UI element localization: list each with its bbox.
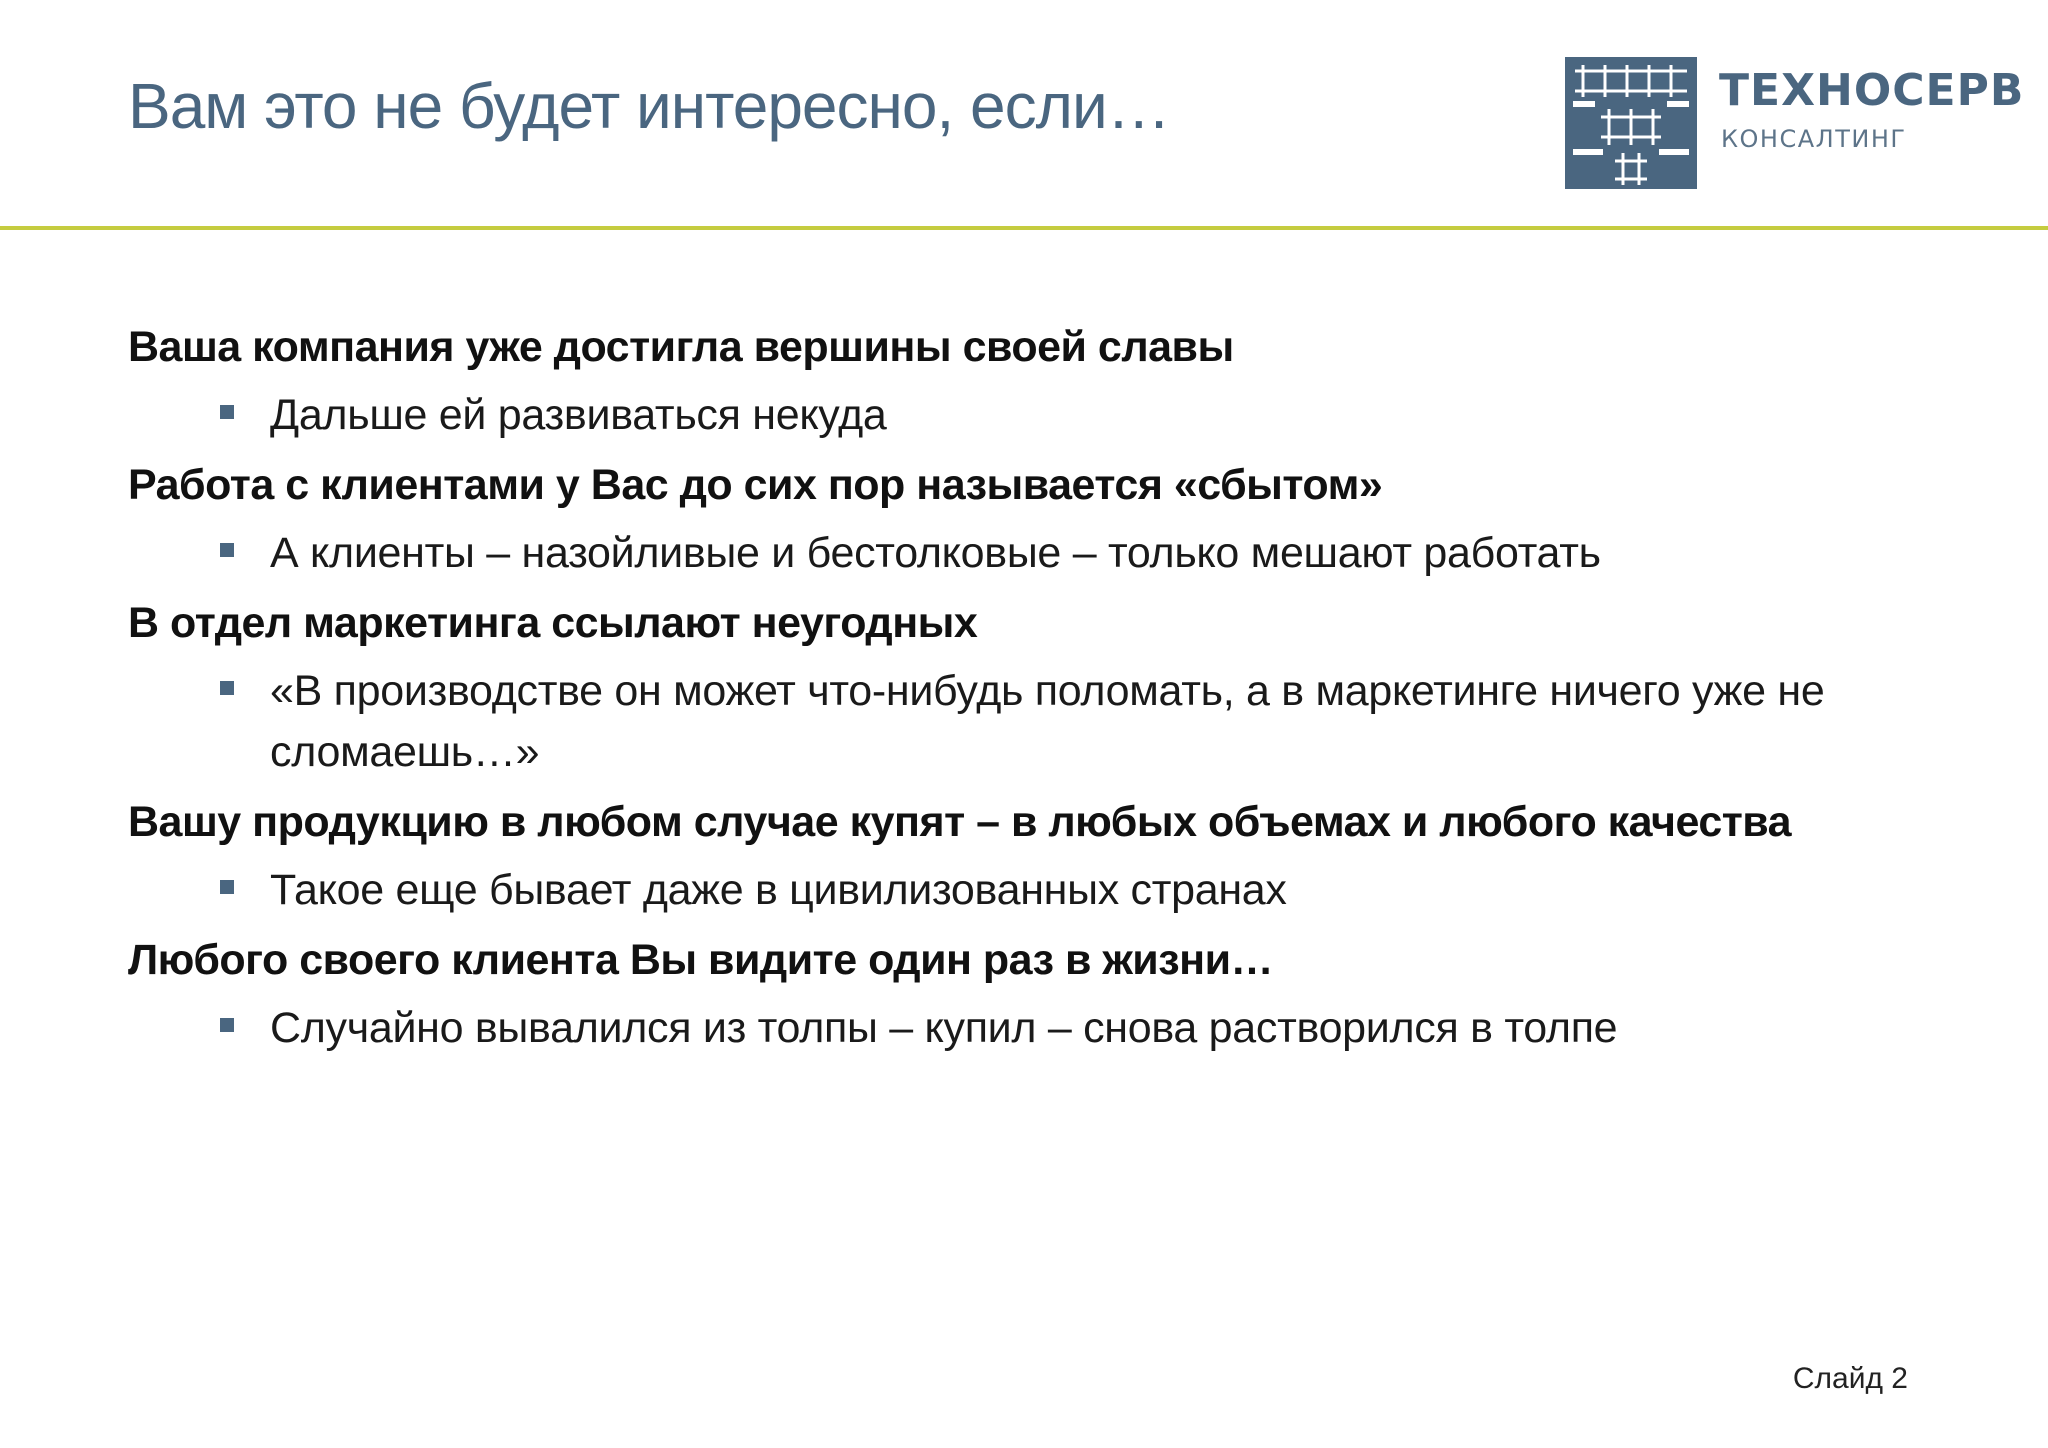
item-subpoint xyxy=(270,658,1948,787)
list-item xyxy=(128,925,1948,1063)
subpoint-text: Такое еще бывает даже в цивилизованных странах xyxy=(270,866,1287,914)
logo-mark-icon xyxy=(1565,57,1697,189)
slide-number: Слайд 2 xyxy=(1792,1362,1908,1395)
item-subpoint xyxy=(270,857,1948,925)
item-subpoint xyxy=(270,995,1948,1063)
subpoint-text: Дальше ей развиваться некуда xyxy=(270,391,887,439)
slide-body xyxy=(128,312,1948,1063)
item-heading: Работа с клиентами у Вас до сих пор называется «сбытом» xyxy=(128,461,1383,509)
square-bullet-icon xyxy=(220,543,234,557)
list-item xyxy=(128,312,1948,450)
item-heading: В отдел маркетинга ссылают неугодных xyxy=(128,599,978,647)
item-heading: Ваша компания уже достигла вершины своей славы xyxy=(128,323,1234,371)
square-bullet-icon xyxy=(220,405,234,419)
list-item xyxy=(128,450,1948,588)
item-subpoint xyxy=(270,520,1948,588)
list-item xyxy=(128,588,1948,787)
logo-subtitle: КОНСАЛТИНГ xyxy=(1721,125,1907,153)
subpoint-text: «В производстве он может что-нибудь поломать, а в маркетинге ничего уже не сломаешь…» xyxy=(270,667,1825,776)
item-heading: Вашу продукцию в любом случае купят – в любых объемах и любого качества xyxy=(128,798,1792,846)
square-bullet-icon xyxy=(220,1018,234,1032)
header-divider xyxy=(0,226,2048,230)
company-logo xyxy=(1565,57,2025,193)
subpoint-text: А клиенты – назойливые и бестолковые – только мешают работать xyxy=(270,529,1601,577)
list-item xyxy=(128,787,1948,925)
subpoint-text: Случайно вывалился из толпы – купил – снова растворился в толпе xyxy=(270,1004,1618,1052)
logo-name: ТЕХНОСЕРВ xyxy=(1719,65,2025,116)
item-heading: Любого своего клиента Вы видите один раз в жизни… xyxy=(128,936,1274,984)
item-subpoint xyxy=(270,382,1948,450)
square-bullet-icon xyxy=(220,880,234,894)
slide-title: Вам это не будет интересно, если… xyxy=(128,70,1170,142)
square-bullet-icon xyxy=(220,681,234,695)
